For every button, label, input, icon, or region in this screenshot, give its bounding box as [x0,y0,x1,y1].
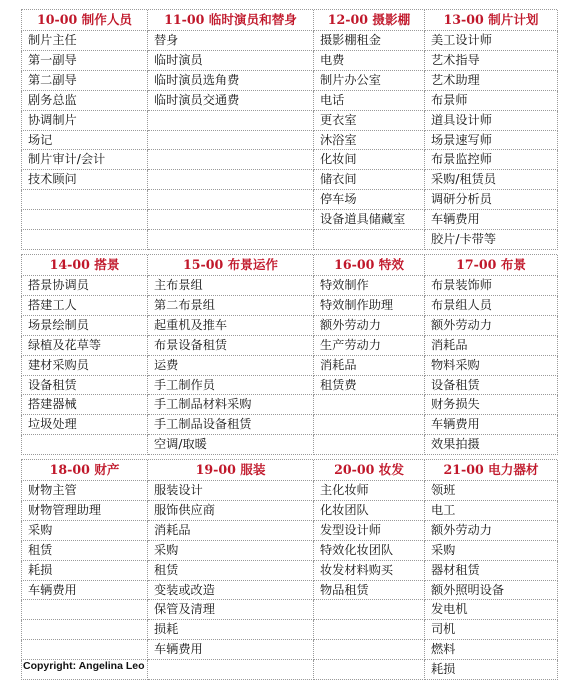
table-cell: 艺术助理 [425,70,558,90]
table-row [22,170,558,190]
table-cell: 沐浴室 [314,130,425,150]
table-cell [148,230,314,250]
table-cell [314,415,425,435]
table-cell: 场景绘制员 [22,315,148,335]
category-header: 20-00 妆发 [314,460,425,481]
table-cell: 领班 [425,481,558,501]
table-cell: 电工 [425,500,558,520]
table-cell: 特效制作 [314,276,425,296]
table-row [22,315,558,335]
table-cell: 手工制品设备租赁 [148,415,314,435]
table-row [22,481,558,501]
table-cell: 搭建工人 [22,295,148,315]
table-cell: 采购 [22,520,148,540]
table-cell: 财务损失 [425,395,558,415]
table-cell: 储衣间 [314,170,425,190]
table-row [22,130,558,150]
table-row [22,230,558,250]
table-cell: 垃圾处理 [22,415,148,435]
table-cell: 租赁 [148,560,314,580]
table-body [22,276,558,455]
budget-table-1 [21,10,558,250]
table-row [22,355,558,375]
table-cell: 服装设计 [148,481,314,501]
table-cell [148,130,314,150]
table-cell: 变装或改造 [148,580,314,600]
table-cell: 布景设备租赁 [148,335,314,355]
table-cell: 剧务总监 [22,90,148,110]
table-cell: 布景师 [425,90,558,110]
table-cell [22,640,148,660]
budget-table-2 [21,255,558,455]
table-row [22,620,558,640]
table-cell: 道具设计师 [425,110,558,130]
copyright-notice: Copyright: Angelina Leo [23,660,145,672]
table-cell [22,435,148,455]
table-cell: 绿植及花草等 [22,335,148,355]
table-row [22,50,558,70]
table-cell: 场景速写师 [425,130,558,150]
table-cell: 制片审计/会计 [22,150,148,170]
table-cell: 消耗品 [425,335,558,355]
table-cell: 替身 [148,31,314,51]
table-cell: 第二布景组 [148,295,314,315]
table-cell: 财物主管 [22,481,148,501]
table-row [22,540,558,560]
table-cell: 停车场 [314,190,425,210]
table-cell: 调研分析员 [425,190,558,210]
table-cell: 物料采购 [425,355,558,375]
table-row [22,31,558,51]
table-cell: 制片主任 [22,31,148,51]
table-cell: 起重机及推车 [148,315,314,335]
table-cell: 布景组人员 [425,295,558,315]
table-cell: 生产劳动力 [314,335,425,355]
table-cell: 器材租赁 [425,560,558,580]
table-cell: 车辆费用 [148,640,314,660]
table-row [22,150,558,170]
table-cell: 保管及清理 [148,600,314,620]
table-cell: 服饰供应商 [148,500,314,520]
table-row [22,295,558,315]
table-cell [314,600,425,620]
budget-block-1 [21,9,557,250]
table-row [22,210,558,230]
header-row [22,460,558,481]
table-cell: 特效化妆团队 [314,540,425,560]
table-row [22,190,558,210]
table-cell [22,210,148,230]
table-cell [314,395,425,415]
table-cell: 手工制作员 [148,375,314,395]
table-cell: 额外照明设备 [425,580,558,600]
table-cell: 临时演员选角费 [148,70,314,90]
table-row [22,375,558,395]
table-cell: 艺术指导 [425,50,558,70]
budget-block-2 [21,254,557,455]
table-cell: 手工制品材料采购 [148,395,314,415]
category-header: 19-00 服装 [148,460,314,481]
category-header: 18-00 财产 [22,460,148,481]
table-cell [314,230,425,250]
table-row [22,435,558,455]
category-header: 13-00 制片计划 [425,10,558,31]
table-cell: 设备租赁 [425,375,558,395]
category-header: 16-00 特效 [314,255,425,276]
table-cell: 司机 [425,620,558,640]
table-row [22,335,558,355]
table-cell: 场记 [22,130,148,150]
category-header: 15-00 布景运作 [148,255,314,276]
category-header: 14-00 搭景 [22,255,148,276]
table-cell: 布景装饰师 [425,276,558,296]
table-cell: 美工设计师 [425,31,558,51]
header-row [22,255,558,276]
table-cell: 耗损 [22,560,148,580]
table-cell: 额外劳动力 [425,315,558,335]
table-cell: 临时演员 [148,50,314,70]
table-cell: 采购 [148,540,314,560]
category-header: 17-00 布景 [425,255,558,276]
category-header: 11-00 临时演员和替身 [148,10,314,31]
table-cell [148,110,314,130]
table-cell: 设备道具储藏室 [314,210,425,230]
table-cell [22,620,148,640]
table-cell: 损耗 [148,620,314,640]
table-cell: 建材采购员 [22,355,148,375]
table-cell [314,620,425,640]
table-cell: 第二副导 [22,70,148,90]
table-cell: 财物管理助理 [22,500,148,520]
table-cell: 胶片/卡带等 [425,230,558,250]
table-cell: 额外劳动力 [425,520,558,540]
table-row [22,500,558,520]
table-cell: 耗损 [425,660,558,680]
category-header: 12-00 摄影棚 [314,10,425,31]
table-row [22,276,558,296]
table-cell: 设备租赁 [22,375,148,395]
table-cell: 发电机 [425,600,558,620]
table-row [22,395,558,415]
table-cell: 租赁 [22,540,148,560]
table-cell: 消耗品 [314,355,425,375]
table-cell [148,170,314,190]
table-row [22,560,558,580]
table-cell: 化妆间 [314,150,425,170]
table-cell: 车辆费用 [425,210,558,230]
table-row [22,90,558,110]
table-cell [148,210,314,230]
table-cell [148,150,314,170]
table-row [22,415,558,435]
table-cell: 运费 [148,355,314,375]
table-cell [314,660,425,680]
table-cell: 采购 [425,540,558,560]
table-cell: 效果拍摄 [425,435,558,455]
table-cell: 布景监控师 [425,150,558,170]
table-cell: 主布景组 [148,276,314,296]
table-cell: 技术顾问 [22,170,148,190]
table-cell: 临时演员交通费 [148,90,314,110]
table-cell: 制片办公室 [314,70,425,90]
table-row [22,600,558,620]
table-cell: 发型设计师 [314,520,425,540]
header-row [22,10,558,31]
table-cell [22,600,148,620]
table-cell: 特效制作助理 [314,295,425,315]
table-row [22,580,558,600]
table-cell [314,435,425,455]
table-cell: 搭建器械 [22,395,148,415]
table-cell: 搭景协调员 [22,276,148,296]
table-cell [22,230,148,250]
table-cell: 租赁费 [314,375,425,395]
table-cell: 主化妆师 [314,481,425,501]
table-cell: 车辆费用 [22,580,148,600]
table-cell: 电话 [314,90,425,110]
table-cell: 消耗品 [148,520,314,540]
table-cell: 物品租赁 [314,580,425,600]
table-row [22,520,558,540]
budget-table-3 [21,460,558,680]
table-cell: 空调/取暖 [148,435,314,455]
table-cell: 协调制片 [22,110,148,130]
table-row [22,70,558,90]
table-cell: 妆发材料购买 [314,560,425,580]
table-cell: 第一副导 [22,50,148,70]
table-body [22,481,558,680]
table-cell: 化妆团队 [314,500,425,520]
table-body [22,31,558,250]
budget-block-3 [21,459,557,680]
table-row [22,640,558,660]
table-cell: 车辆费用 [425,415,558,435]
table-cell: 采购/租赁员 [425,170,558,190]
table-row [22,110,558,130]
table-cell: 电费 [314,50,425,70]
category-header: 10-00 制作人员 [22,10,148,31]
category-header: 21-00 电力器材 [425,460,558,481]
table-cell: 燃料 [425,640,558,660]
table-cell: 更衣室 [314,110,425,130]
table-cell [314,640,425,660]
table-cell [148,660,314,680]
table-cell: 摄影棚租金 [314,31,425,51]
table-cell [22,190,148,210]
table-cell [148,190,314,210]
table-cell: 额外劳动力 [314,315,425,335]
